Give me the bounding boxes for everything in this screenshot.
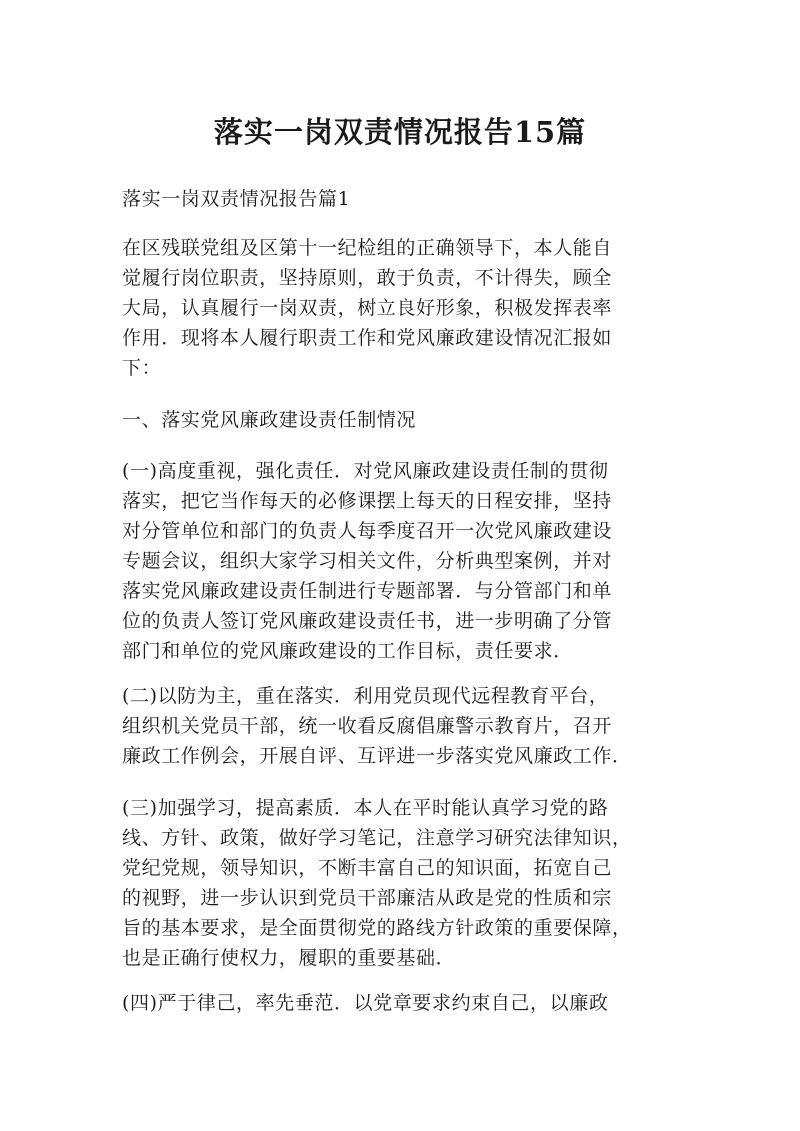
paragraph-line: 大局，认真履行一岗双责，树立良好形象，积极发挥表率 bbox=[122, 297, 613, 319]
paragraph-line: 下： bbox=[122, 357, 162, 379]
subtitle-line: 落实一岗双责情况报告篇1 bbox=[122, 188, 351, 210]
paragraph-line: 线、方针、政策，做好学习笔记，注意学习研究法律知识， bbox=[122, 827, 632, 849]
paragraph-line: 落实，把它当作每天的必修课摆上每天的日程安排，坚持 bbox=[122, 490, 613, 512]
paragraph-item-3 bbox=[122, 793, 678, 973]
section-heading-line: 一、落实党风廉政建设责任制情况 bbox=[122, 409, 417, 431]
paragraph-item-1 bbox=[122, 456, 678, 666]
paragraph-intro bbox=[122, 233, 678, 383]
paragraph-line: 落实党风廉政建设责任制进行专题部署．与分管部门和单 bbox=[122, 580, 613, 602]
paragraph-item-4 bbox=[122, 988, 678, 1018]
paragraph-line: 作用．现将本人履行职责工作和党风廉政建设情况汇报如 bbox=[122, 327, 613, 349]
paragraph-line: 觉履行岗位职责，坚持原则，敢于负责，不计得失，顾全 bbox=[122, 267, 613, 289]
paragraph-line: 部门和单位的党风廉政建设的工作目标，责任要求． bbox=[122, 640, 573, 662]
paragraph-line: (二)以防为主，重在落实．利用党员现代远程教育平台， bbox=[122, 685, 609, 707]
paragraph-line: (一)高度重视，强化责任．对党风廉政建设责任制的贯彻 bbox=[122, 460, 609, 482]
paragraph-line: 党纪党规，领导知识，不断丰富自己的知识面，拓宽自己 bbox=[122, 857, 613, 879]
section-heading bbox=[122, 405, 678, 435]
paragraph-line: 位的负责人签订党风廉政建设责任书，进一步明确了分管 bbox=[122, 610, 613, 632]
paragraph-line: (四)严于律己，率先垂范．以党章要求约束自己，以廉政 bbox=[122, 992, 609, 1014]
paragraph-line: 专题会议，组织大家学习相关文件，分析典型案例，并对 bbox=[122, 550, 613, 572]
paragraph-line: 组织机关党员干部，统一收看反腐倡廉警示教育片，召开 bbox=[122, 715, 613, 737]
paragraph-item-2 bbox=[122, 681, 678, 771]
paragraph-line: (三)加强学习，提高素质．本人在平时能认真学习党的路 bbox=[122, 797, 609, 819]
paragraph-line: 的视野，进一步认识到党员干部廉洁从政是党的性质和宗 bbox=[122, 887, 613, 909]
document-title: 落实一岗双责情况报告15篇 bbox=[213, 115, 587, 149]
paragraph-line: 在区残联党组及区第十一纪检组的正确领导下，本人能自 bbox=[122, 237, 613, 259]
paragraph-line: 旨的基本要求，是全面贯彻党的路线方针政策的重要保障， bbox=[122, 917, 632, 939]
paragraph-line: 廉政工作例会，开展自评、互评进一步落实党风廉政工作． bbox=[122, 745, 632, 767]
paragraph-line: 也是正确行使权力，履职的重要基础． bbox=[122, 947, 456, 969]
paragraph-line: 对分管单位和部门的负责人每季度召开一次党风廉政建设 bbox=[122, 520, 613, 542]
document-subtitle bbox=[122, 184, 678, 214]
